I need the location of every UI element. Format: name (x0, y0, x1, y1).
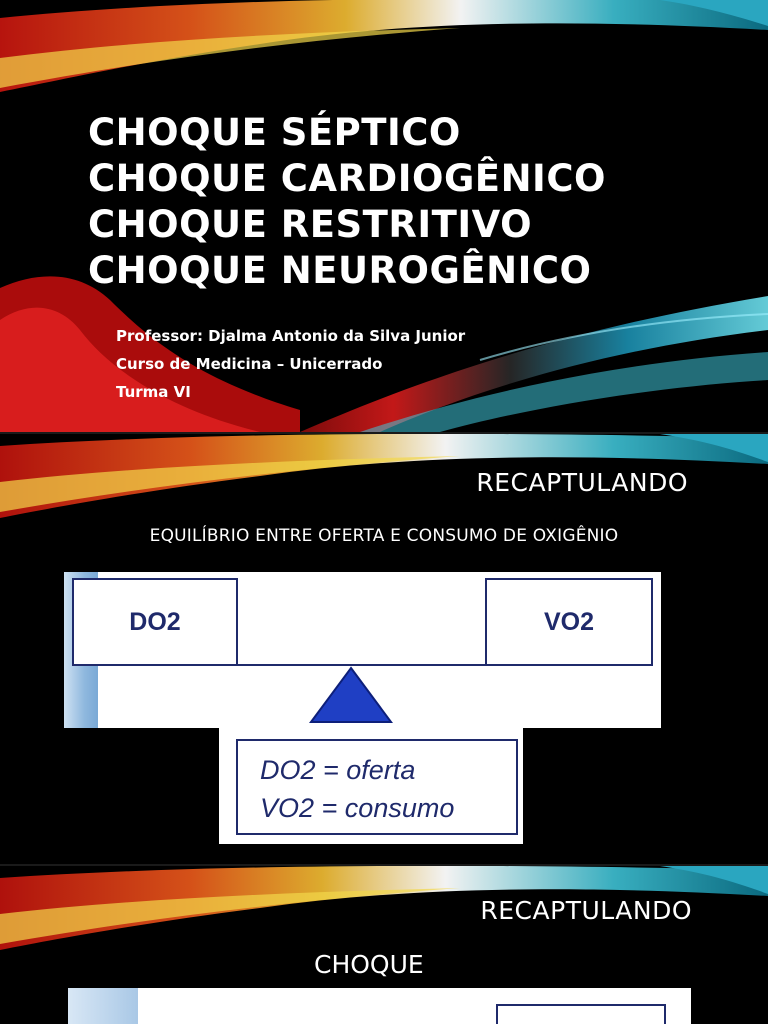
title-line-4: CHOQUE NEUROGÊNICO (88, 249, 592, 292)
fulcrum-triangle-icon (309, 666, 393, 726)
subtitle-course: Curso de Medicina – Unicerrado (116, 355, 383, 373)
slide-recap-oxygen (0, 434, 768, 864)
shock-diagram-partial (68, 988, 691, 1024)
title-line-3: CHOQUE RESTRITIVO (88, 203, 533, 246)
slide-subheading: CHOQUE (314, 950, 424, 979)
legend-frame (236, 739, 518, 835)
do2-box: DO2 (72, 578, 238, 666)
slide-heading: RECAPTULANDO (476, 468, 688, 497)
title-line-1: CHOQUE SÉPTICO (88, 111, 461, 154)
slide-heading: RECAPTULANDO (480, 896, 692, 925)
balance-diagram (64, 572, 661, 728)
slide-title (0, 0, 768, 432)
title-line-2: CHOQUE CARDIOGÊNICO (88, 157, 606, 200)
title-block (88, 110, 748, 294)
legend-line-do2: DO2 = oferta (260, 755, 416, 785)
legend-line-vo2: VO2 = consumo (260, 793, 455, 823)
subtitle-block (116, 322, 636, 406)
vo2-box: VO2 (485, 578, 653, 666)
subtitle-class: Turma VI (116, 383, 191, 401)
slide-subheading: EQUILÍBRIO ENTRE OFERTA E CONSUMO DE OXIGÊNIO (149, 526, 619, 546)
subtitle-professor: Professor: Djalma Antonio da Silva Junior (116, 327, 466, 345)
legend-box (219, 728, 523, 844)
slide-recap-shock (0, 866, 768, 1024)
diagram-side-strip (68, 988, 138, 1024)
diagram-box-partial (496, 1004, 666, 1024)
